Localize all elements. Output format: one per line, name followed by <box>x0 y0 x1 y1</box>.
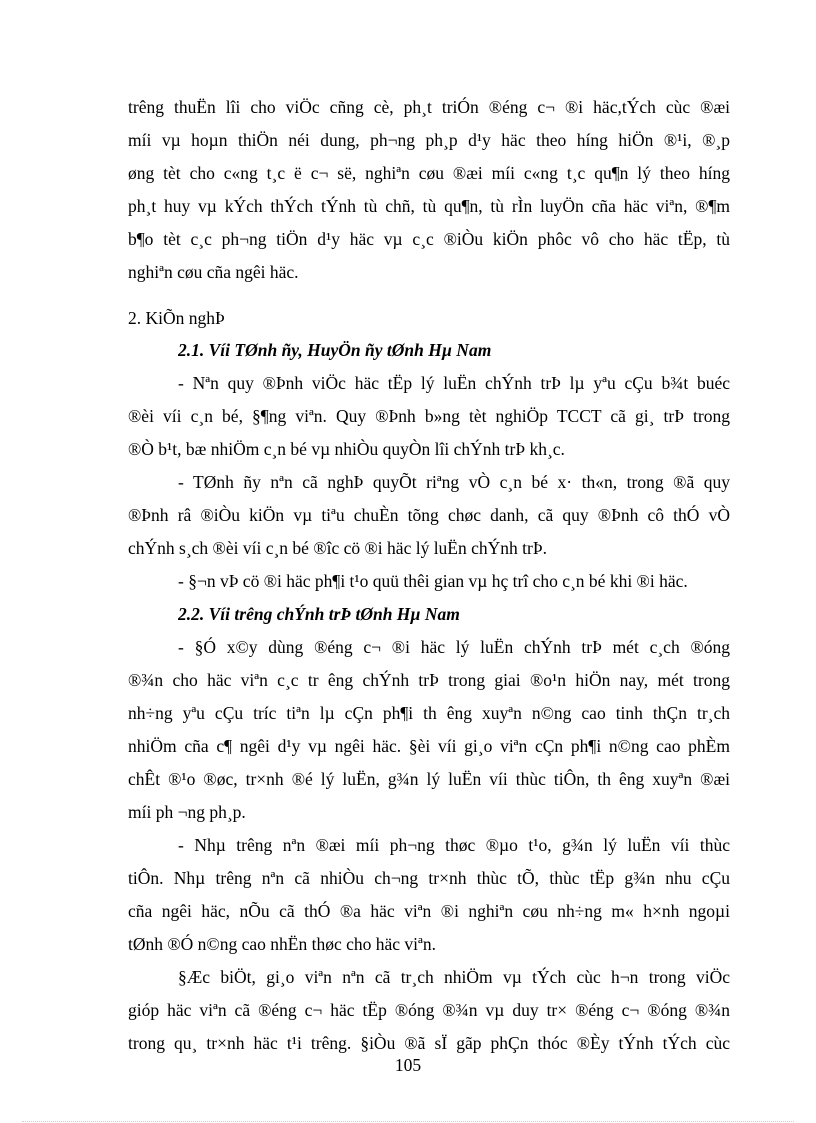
body-line: míi vµ hoµn thiÖn néi dung, ph¬ng ph¸p d¹y häc theo híng hiÖn ®¹i, ®¸p <box>128 130 730 150</box>
body-line: trêng thuËn lîi cho viÖc cñng cè, ph¸t triÓn ®éng c¬ ®i häc,tÝch cùc ®æi <box>128 97 730 117</box>
body-line: nghiªn cøu cña ngêi häc. <box>128 262 299 282</box>
body-line: - §Ó x©y dùng ®éng c¬ ®i häc lý luËn chÝnh trÞ mét c¸ch ®óng <box>178 637 730 657</box>
body-line: cña ngêi häc, nÕu cã thÓ ®a häc viªn ®i nghiªn cøu nh÷ng m« h×nh ngoµi <box>128 901 730 921</box>
body-line: ph¸t huy vµ kÝch thÝch tÝnh tù chñ, tù qu¶n, tù rÌn luyÖn cña häc viªn, ®¶m <box>128 196 730 216</box>
subsection-heading: 2.2. Víi trêng chÝnh trÞ tØnh Hµ Nam <box>178 604 460 624</box>
section-heading: 2. KiÕn nghÞ <box>128 308 225 328</box>
body-line: tiÔn. Nhµ trêng nªn cã nhiÒu ch¬ng tr×nh thùc tÕ, thùc tËp g¾n nhu cÇu <box>128 868 730 888</box>
body-line: chÝnh s¸ch ®èi víi c¸n bé ®îc cö ®i häc lý luËn chÝnh trÞ. <box>128 538 547 558</box>
body-line: chÊt ®¹o ®øc, tr×nh ®é lý luËn, g¾n lý luËn víi thùc tiÔn, th êng xuyªn ®æi <box>128 769 730 789</box>
body-line: b¶o tèt c¸c ph¬ng tiÖn d¹y häc vµ c¸c ®iÒu kiÖn phôc vô cho häc tËp, tù <box>128 229 730 249</box>
body-line: tØnh ®Ó n©ng cao nhËn thøc cho häc viªn. <box>128 934 436 954</box>
body-line: - §¬n vÞ cö ®i häc ph¶i t¹o quü thêi gian vµ hç trî cho c¸n bé khi ®i häc. <box>178 571 688 591</box>
body-line: ®èi víi c¸n bé, §¶ng viªn. Quy ®Þnh b»ng tèt nghiÖp TCCT cã gi¸ trÞ trong <box>128 406 730 426</box>
body-line: - TØnh ñy nªn cã nghÞ quyÕt riªng vÒ c¸n bé x· th«n, trong ®ã quy <box>178 472 730 492</box>
body-line: ®Þnh râ ®iÒu kiÖn vµ tiªu chuÈn tõng chøc danh, cã quy ®Þnh cô thÓ vÒ <box>128 505 730 525</box>
body-line: míi ph ¬ng ph¸p. <box>128 802 246 822</box>
body-line: nh÷ng yªu cÇu tríc tiªn lµ cÇn ph¶i th êng xuyªn n©ng cao tinh thÇn tr¸ch <box>128 703 730 723</box>
body-line: nhiÖm cña c¶ ngêi d¹y vµ ngêi häc. §èi víi gi¸o viªn cÇn ph¶i n©ng cao phÈm <box>128 736 730 756</box>
body-line: gióp häc viªn cã ®éng c¬ häc tËp ®óng ®¾n vµ duy tr× ®éng c¬ ®óng ®¾n <box>128 1000 730 1020</box>
body-line: - Nªn quy ®Þnh viÖc häc tËp lý luËn chÝnh trÞ lµ yªu cÇu b¾t buéc <box>178 373 730 393</box>
page-number: 105 <box>394 1055 422 1075</box>
body-line: ®¾n cho häc viªn c¸c tr êng chÝnh trÞ trong giai ®o¹n hiÖn nay, mét trong <box>128 670 730 690</box>
body-line: - Nhµ trêng nªn ®æi míi ph¬ng thøc ®µo t¹o, g¾n lý luËn víi thùc <box>178 835 730 855</box>
subsection-heading: 2.1. Víi TØnh ñy, HuyÖn ñy tØnh Hµ Nam <box>178 340 492 360</box>
body-line: trong qu¸ tr×nh häc t¹i trêng. §iÒu ®ã sÏ gãp phÇn thóc ®Èy tÝnh tÝch cùc <box>128 1033 730 1053</box>
body-line: øng tèt cho c«ng t¸c ë c¬ së, nghiªn cøu ®æi míi c«ng t¸c qu¶n lý theo híng <box>128 163 730 183</box>
body-line: §Æc biÖt, gi¸o viªn nªn cã tr¸ch nhiÖm vµ tÝch cùc h¬n trong viÖc <box>178 967 730 987</box>
body-line: ®Ò b¹t, bæ nhiÖm c¸n bé vµ nhiÒu quyÒn lîi chÝnh trÞ kh¸c. <box>128 439 565 459</box>
page-bottom-divider <box>22 1121 794 1122</box>
